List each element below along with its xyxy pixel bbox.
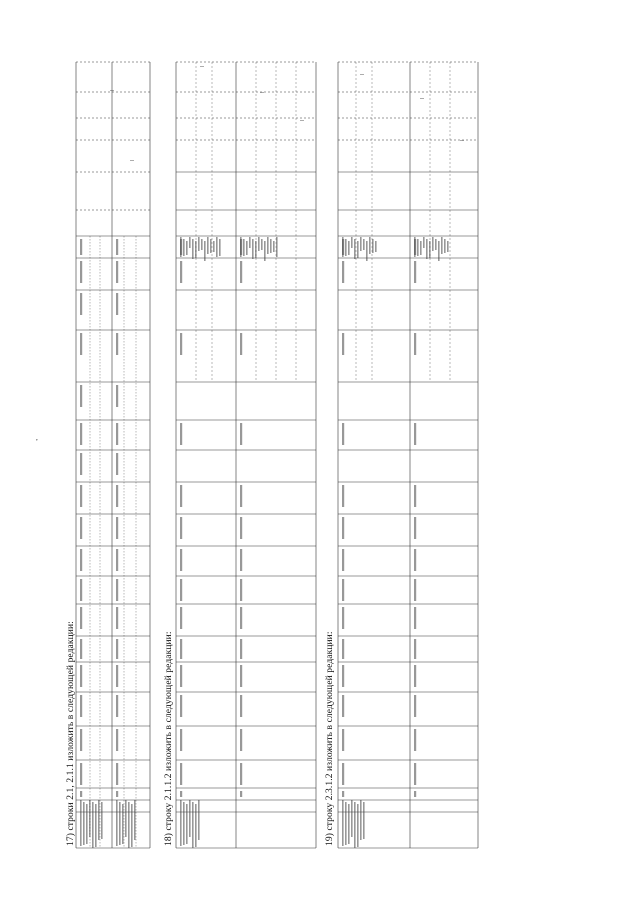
- t1-row-description: [134, 800, 136, 840]
- t2-notes-description: [189, 237, 191, 248]
- cell-text-mark: [116, 261, 118, 283]
- t3-notes-description: [435, 239, 437, 250]
- cell-text-mark: [80, 385, 82, 407]
- cell-text-mark: [414, 695, 416, 717]
- cell-text-mark: [80, 665, 82, 687]
- t3-notes-description: [348, 241, 350, 255]
- cell-text-mark: [342, 729, 344, 751]
- t2-notes-description: [255, 241, 257, 258]
- t2-notes-description: [252, 239, 254, 259]
- cell-text-mark: [342, 423, 344, 445]
- t1-row-description: [119, 802, 121, 845]
- cell-text-mark: [240, 639, 242, 659]
- t3-row-description: [342, 800, 344, 846]
- cell-text-mark: [80, 293, 82, 315]
- cell-text-mark: [116, 729, 118, 751]
- scan-speck: [300, 120, 304, 121]
- cell-text-mark: [240, 333, 242, 355]
- t2-notes-description: [192, 239, 194, 259]
- t2-notes-description: [258, 237, 260, 251]
- t3-notes-description: [447, 241, 449, 252]
- t3-notes-description: [420, 241, 422, 255]
- cell-text-mark: [240, 579, 242, 601]
- t2-notes-description: [240, 237, 242, 257]
- cell-text-mark: [116, 453, 118, 475]
- cell-text-mark: [116, 607, 118, 629]
- cell-text-mark: [116, 791, 118, 797]
- t1-row-description: [98, 800, 100, 840]
- cell-text-mark: [414, 607, 416, 629]
- cell-text-mark: [342, 665, 344, 687]
- cell-text-mark: [342, 517, 344, 539]
- t1-row-description: [101, 802, 103, 839]
- cell-text-mark: [342, 333, 344, 355]
- cell-text-mark: [240, 485, 242, 507]
- cell-text-mark: [180, 423, 182, 445]
- t2-notes-description: [201, 239, 203, 250]
- t3-notes-description: [441, 237, 443, 254]
- t2-notes-description: [183, 239, 185, 256]
- cell-text-mark: [116, 695, 118, 717]
- cell-text-mark: [116, 385, 118, 407]
- t2-notes-description: [261, 239, 263, 250]
- cell-text-mark: [80, 695, 82, 717]
- t2-row-description: [183, 802, 185, 845]
- caption-amendment-19: 19) строку 2.3.1.2 изложить в следующей редакции:: [325, 631, 335, 846]
- cell-text-mark: [80, 639, 82, 659]
- cell-text-mark: [414, 791, 416, 797]
- cell-text-mark: [240, 549, 242, 571]
- t2-notes-description: [186, 241, 188, 255]
- cell-text-mark: [80, 485, 82, 507]
- cell-text-mark: [80, 607, 82, 629]
- t2-notes-description: [210, 239, 212, 253]
- cell-text-mark: [180, 549, 182, 571]
- cell-text-mark: [180, 639, 182, 659]
- cell-text-mark: [180, 729, 182, 751]
- t3-row-description: [360, 800, 362, 840]
- cell-text-mark: [116, 293, 118, 315]
- cell-text-mark: [180, 333, 182, 355]
- t3-notes-description: [366, 241, 368, 261]
- t2-row-description: [180, 800, 182, 846]
- cell-text-mark: [342, 485, 344, 507]
- t1-row-description: [122, 804, 124, 844]
- cell-text-mark: [116, 423, 118, 445]
- cell-text-mark: [180, 695, 182, 717]
- cell-text-mark: [116, 579, 118, 601]
- cell-text-mark: [342, 261, 344, 283]
- cell-text-mark: [180, 665, 182, 687]
- cell-text-mark: [342, 549, 344, 571]
- t2-row-description: [189, 800, 191, 837]
- t2-row-description: [186, 804, 188, 844]
- t3-notes-description: [444, 239, 446, 253]
- cell-text-mark: [342, 695, 344, 717]
- cell-text-mark: [116, 549, 118, 571]
- cell-text-mark: [80, 423, 82, 445]
- scan-speck: [420, 98, 424, 99]
- cell-text-mark: [116, 517, 118, 539]
- cell-text-mark: [180, 517, 182, 539]
- t2-notes-description: [270, 239, 272, 253]
- cell-text-mark: [414, 485, 416, 507]
- t3-notes-description: [423, 237, 425, 248]
- t3-row-description: [348, 804, 350, 844]
- cell-text-mark: [240, 261, 242, 283]
- t2-notes-description: [243, 239, 245, 256]
- cell-text-mark: [80, 549, 82, 571]
- t3-notes-description: [345, 239, 347, 256]
- t1-row-description: [125, 800, 127, 837]
- cell-text-mark: [414, 763, 416, 785]
- t2-notes-description: [249, 237, 251, 248]
- scan-speck: [260, 92, 264, 93]
- scan-speck: [360, 74, 364, 75]
- t2-notes-description: [195, 241, 197, 258]
- t3-notes-description: [414, 237, 416, 257]
- t1-row-description: [80, 800, 82, 846]
- scan-speck: [130, 160, 134, 161]
- cell-text-mark: [116, 239, 118, 255]
- t3-notes-description: [372, 239, 374, 253]
- t3-notes-description: [342, 237, 344, 257]
- cell-text-mark: [80, 453, 82, 475]
- t3-notes-description: [363, 239, 365, 250]
- t3-notes-description: [438, 241, 440, 261]
- cell-text-mark: [180, 791, 182, 797]
- cell-text-mark: [116, 639, 118, 659]
- t1-row-description: [92, 802, 94, 848]
- cell-text-mark: [240, 729, 242, 751]
- t1-row-description: [131, 804, 133, 847]
- t2-notes-description: [267, 237, 269, 254]
- t3-row-description: [351, 800, 353, 837]
- t2-row-description: [195, 804, 197, 847]
- t2-notes-description: [219, 239, 221, 256]
- t3-notes-description: [426, 239, 428, 259]
- t2-notes-description: [273, 241, 275, 252]
- cell-text-mark: [180, 261, 182, 283]
- t1-row-description: [83, 802, 85, 845]
- cell-text-mark: [414, 261, 416, 283]
- t2-notes-description: [276, 237, 278, 257]
- cell-text-mark: [80, 261, 82, 283]
- t2-notes-description: [213, 241, 215, 252]
- cell-text-mark: [116, 333, 118, 355]
- cell-text-mark: [414, 517, 416, 539]
- caption-amendment-18: 18) строку 2.1.1.2 изложить в следующей редакции:: [164, 631, 174, 846]
- cell-text-mark: [342, 763, 344, 785]
- t3-notes-description: [369, 237, 371, 254]
- t3-row-description: [345, 802, 347, 845]
- cell-text-mark: [342, 791, 344, 797]
- cell-text-mark: [180, 485, 182, 507]
- t3-notes-description: [375, 241, 377, 252]
- cell-text-mark: [80, 729, 82, 751]
- t1-row-description: [89, 800, 91, 837]
- t2-notes-description: [204, 241, 206, 261]
- cell-text-mark: [414, 333, 416, 355]
- cell-text-mark: [116, 665, 118, 687]
- stray-mark: ,: [36, 434, 38, 442]
- cell-text-mark: [342, 579, 344, 601]
- cell-text-mark: [80, 517, 82, 539]
- t3-notes-description: [351, 237, 353, 248]
- t1-row-description: [116, 800, 118, 846]
- t3-notes-description: [429, 241, 431, 258]
- t3-notes-description: [360, 237, 362, 251]
- cell-text-mark: [414, 579, 416, 601]
- cell-text-mark: [240, 423, 242, 445]
- caption-amendment-17: 17) строки 2.1, 2.1.1 изложить в следующей редакции:: [66, 621, 76, 846]
- cell-text-mark: [240, 517, 242, 539]
- cell-text-mark: [240, 607, 242, 629]
- t2-notes-description: [216, 237, 218, 257]
- scan-speck: [200, 66, 204, 67]
- cell-text-mark: [240, 695, 242, 717]
- t2-row-description: [198, 800, 200, 840]
- t3-row-description: [354, 802, 356, 848]
- cell-text-mark: [116, 485, 118, 507]
- cell-text-mark: [80, 791, 82, 797]
- cell-text-mark: [342, 639, 344, 659]
- cell-text-mark: [240, 763, 242, 785]
- t1-row-description: [86, 804, 88, 844]
- t2-row-description: [192, 802, 194, 848]
- cell-text-mark: [180, 763, 182, 785]
- cell-text-mark: [116, 763, 118, 785]
- cell-text-mark: [240, 791, 242, 797]
- t3-notes-description: [354, 239, 356, 259]
- t3-row-description: [363, 802, 365, 839]
- cell-text-mark: [414, 665, 416, 687]
- t2-notes-description: [180, 237, 182, 257]
- cell-text-mark: [80, 763, 82, 785]
- scan-speck: [460, 140, 464, 141]
- t3-row-description: [357, 804, 359, 847]
- t3-notes-description: [357, 241, 359, 258]
- t2-notes-description: [246, 241, 248, 255]
- cell-text-mark: [414, 729, 416, 751]
- cell-text-mark: [80, 333, 82, 355]
- scan-speck: [110, 90, 114, 91]
- cell-text-mark: [414, 639, 416, 659]
- t3-notes-description: [432, 237, 434, 251]
- t2-notes-description: [207, 237, 209, 254]
- t1-row-description: [95, 804, 97, 847]
- cell-text-mark: [180, 607, 182, 629]
- cell-text-mark: [80, 579, 82, 601]
- cell-text-mark: [240, 665, 242, 687]
- cell-text-mark: [414, 549, 416, 571]
- cell-text-mark: [342, 607, 344, 629]
- t3-notes-description: [417, 239, 419, 256]
- t1-row-description: [128, 802, 130, 848]
- cell-text-mark: [414, 423, 416, 445]
- cell-text-mark: [180, 579, 182, 601]
- t2-notes-description: [264, 241, 266, 261]
- t2-notes-description: [198, 237, 200, 251]
- cell-text-mark: [80, 239, 82, 255]
